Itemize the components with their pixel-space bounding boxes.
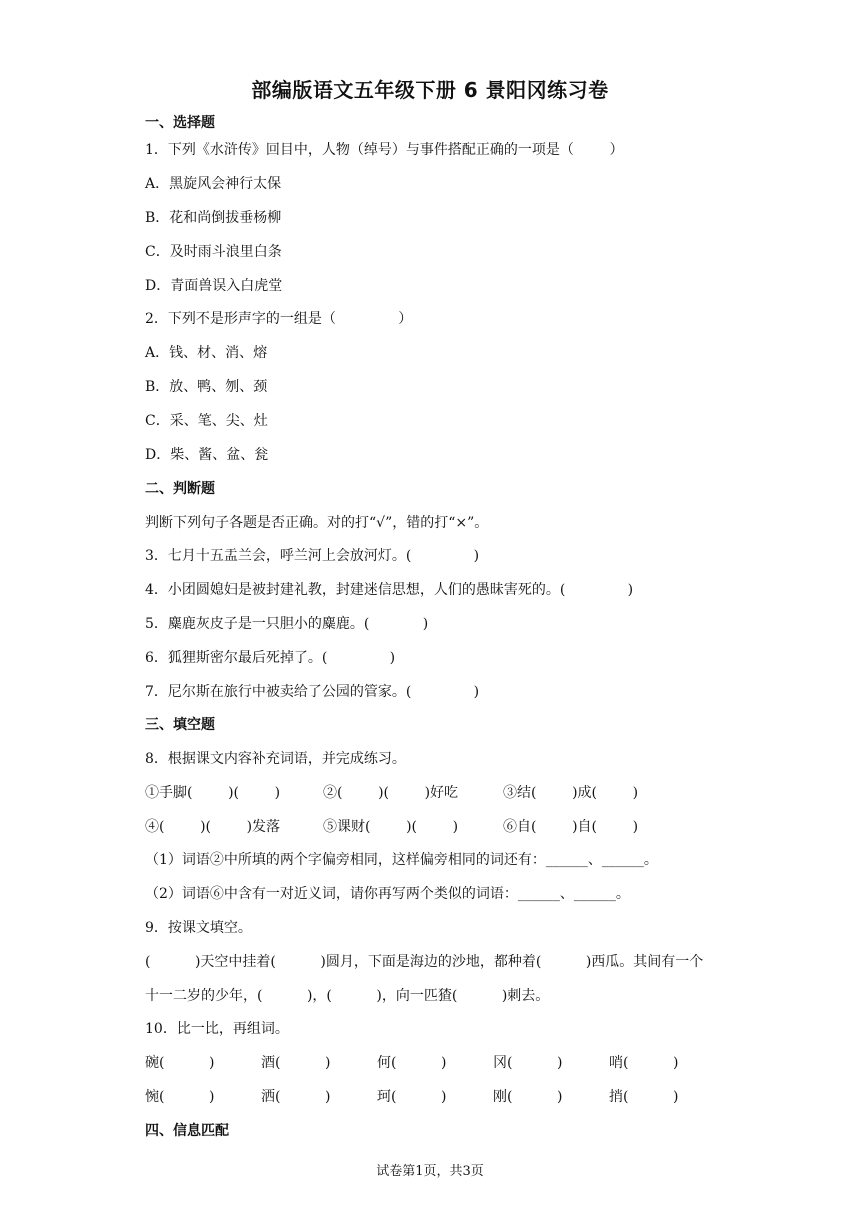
question-2-stem: 2．下列不是形声字的一组是（ ） [145,311,413,327]
q10-char-5: 哨( ) [609,1055,679,1071]
question-1-option-a: A．黑旋风会神行太保 [145,176,282,192]
question-6: 6．狐狸斯密尔最后死掉了。( ) [145,650,396,666]
page-title: 部编版语文五年级下册 6 景阳冈练习卷 [251,78,609,102]
judge-instructions: 判断下列句子各题是否正确。对的打“√”，错的打“×”。 [145,515,489,531]
q8-subquestion-1: （1）词语②中所填的两个字偏旁相同，这样偏旁相同的词还有：______、______。 [145,852,658,868]
question-2-option-a: A．钱、材、消、熔 [145,345,268,361]
section-heading-fill: 三、填空题 [145,717,215,733]
question-9-line-1: ( )天空中挂着( )圆月，下面是海边的沙地，都种着( )西瓜。其间有一个 [145,954,704,970]
q10-char-1: 碗( ) [145,1055,215,1071]
question-1-stem: 1．下列《水浒传》回目中，人物（绰号）与事件搭配正确的一项是（ ） [145,142,624,158]
section-heading-judge: 二、判断题 [145,481,215,497]
question-4: 4．小团圆媳妇是被封建礼教，封建迷信思想，人们的愚昧害死的。( ) [145,582,634,598]
q8-word-6: ⑥自( )自( ) [503,819,639,835]
q10-char-6: 惋( ) [145,1089,215,1105]
q10-char-3: 何( ) [377,1055,447,1071]
q10-char-8: 珂( ) [377,1089,447,1105]
q10-char-9: 刚( ) [493,1089,563,1105]
question-1-option-c: C．及时雨斗浪里白条 [145,244,282,260]
q8-subquestion-2: （2）词语⑥中含有一对近义词，请你再写两个类似的词语：______、______。 [145,886,630,902]
q8-word-3: ③结( )成( ) [503,785,639,801]
question-5: 5．麋鹿灰皮子是一只胆小的麋鹿。( ) [145,616,429,632]
question-9-line-2: 十一二岁的少年，( )，( )，向一匹猹( )刺去。 [145,988,550,1004]
q8-word-5: ⑤课财( )( ) [323,819,459,835]
q8-word-1: ①手脚( )( ) [145,785,281,801]
q10-char-4: 冈( ) [493,1055,563,1071]
question-2-option-c: C．采、笔、尖、灶 [145,413,268,429]
question-2-option-d: D．柴、酱、盆、瓮 [145,447,269,463]
question-9-stem: 9．按课文填空。 [145,920,252,936]
question-1-option-b: B．花和尚倒拔垂杨柳 [145,210,282,226]
question-10-stem: 10．比一比，再组词。 [145,1021,289,1037]
q8-word-4: ④( )( )发落 [145,819,281,835]
page-footer: 试卷第1页，共3页 [376,1164,484,1179]
q10-char-10: 捎( ) [609,1089,679,1105]
question-7: 7．尼尔斯在旅行中被卖给了公园的管家。( ) [145,684,480,700]
q10-char-7: 洒( ) [261,1089,331,1105]
question-1-option-d: D．青面兽误入白虎堂 [145,278,283,294]
question-2-option-b: B．放、鸭、刎、颈 [145,379,268,395]
section-heading-choice: 一、选择题 [145,115,215,131]
section-heading-match: 四、信息匹配 [145,1123,229,1139]
question-8-stem: 8．根据课文内容补充词语，并完成练习。 [145,751,406,767]
question-3: 3．七月十五盂兰会，呼兰河上会放河灯。( ) [145,548,480,564]
q8-word-2: ②( )( )好吃 [323,785,459,801]
q10-char-2: 酒( ) [261,1055,331,1071]
